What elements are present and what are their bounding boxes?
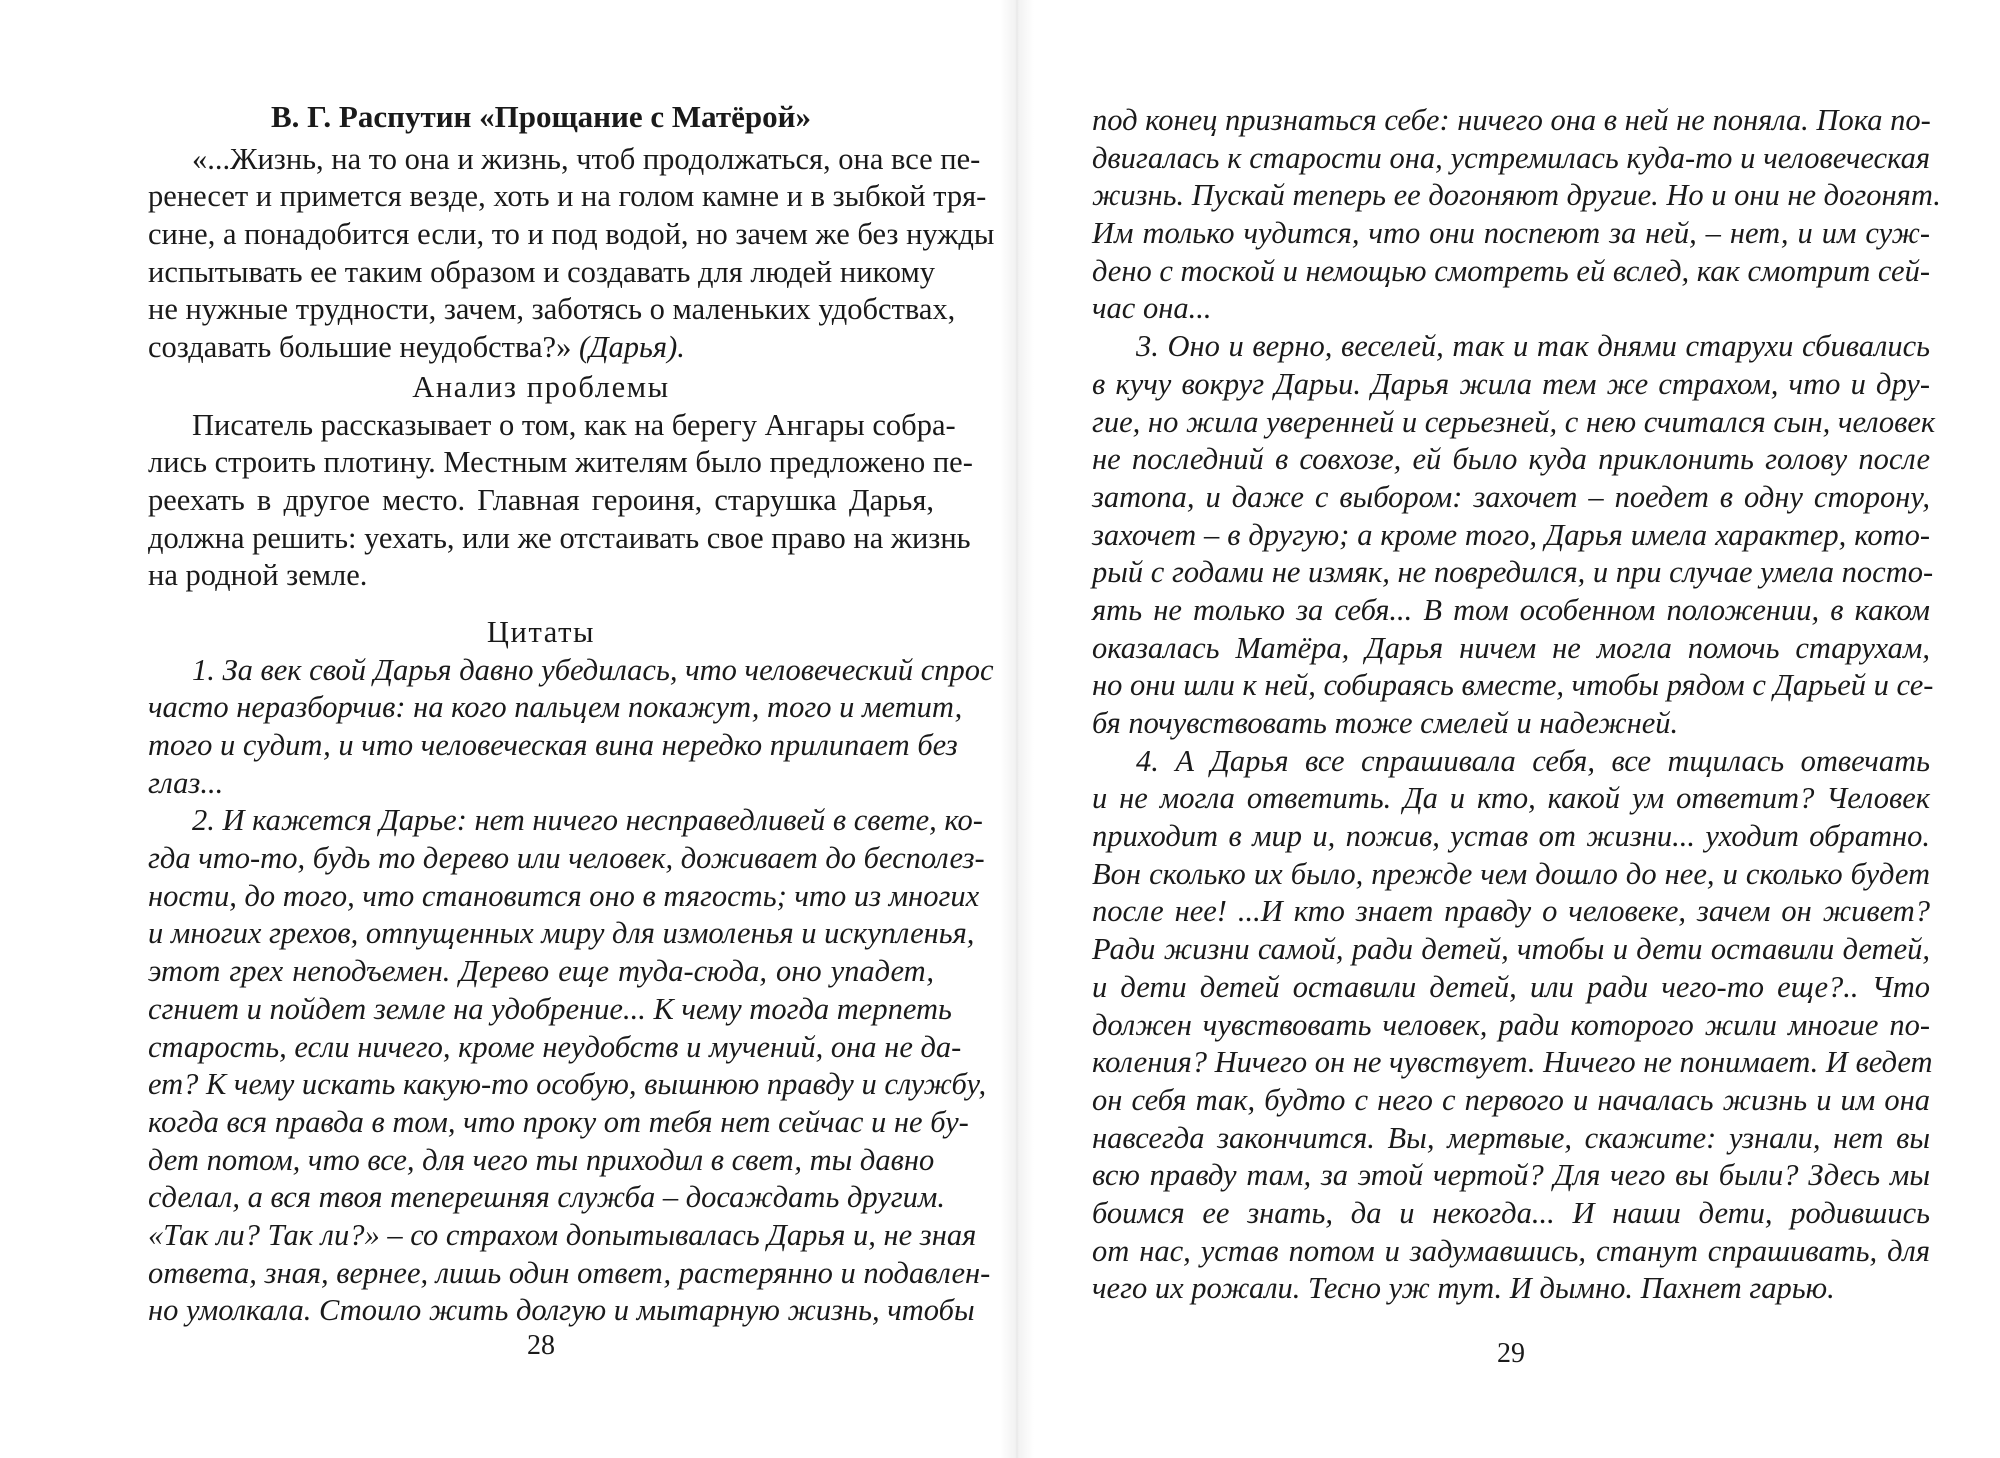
quote-line: под конец признаться себе: ничего она в ней не поняла. Пока по- — [1092, 103, 1931, 137]
quote-line: ности, до того, что становится оно в тягость; что из многих — [148, 878, 980, 913]
quote-line: сделал, а вся твоя теперешняя служба – досаждать другим. — [148, 1180, 946, 1215]
quote-line: захочет – в другую; а кроме того, Дарья имела характер, кото- — [1092, 517, 1930, 552]
quote-line: должен чувствовать человек, ради которого жили многие по- — [1092, 1007, 1930, 1042]
quote-line: «Так ли? Так ли?» – со страхом допытывалась Дарья и, не зная — [148, 1217, 977, 1252]
intro-last-line — [148, 329, 934, 367]
quote-line: когда вся правда в том, что проку от тебя нет сейчас и не бу- — [148, 1104, 969, 1139]
quote-line: оказалась Матёра, Дарья ничем не могла помочь старухам, — [1092, 630, 1930, 665]
intro-line: испытывать ее таким образом и создавать для людей никому — [148, 254, 936, 289]
quote-line: затопа, и даже с выбором: захочет – поедет в одну сторону, — [1092, 479, 1930, 514]
quote-line: приходит в мир и, пожив, устав от жизни... уходит обратно. — [1092, 819, 1930, 854]
quote-2 — [148, 802, 991, 1330]
quote-line: но они шли к ней, собираясь вместе, чтобы рядом с Дарьей и се- — [1092, 668, 1934, 703]
quote-3 — [1092, 328, 1936, 743]
intro-line: ренесет и примется везде, хоть и на голом камне и в зыбкой тря- — [148, 179, 987, 214]
quote-line: 2. И кажется Дарье: нет ничего несправедливей в свете, ко- — [192, 803, 983, 838]
quote-line: дено с тоской и немощью смотреть ей вслед, как смотрит сей- — [1092, 253, 1930, 288]
quote-line: сгниет и пойдет земле на удобрение... К чему тогда терпеть — [148, 991, 952, 1026]
intro-line: сине, а понадобится если, то и под водой, но зачем же без нужды — [148, 217, 995, 252]
quote-line: Им только чудится, что они поспеют за ней, – нет, и им суж- — [1092, 216, 1930, 251]
quote-line: жизнь. Пускай теперь ее догоняют другие. Но и они не догонят. — [1092, 178, 1941, 213]
left-page — [148, 0, 995, 1458]
intro-line: не нужные трудности, зачем, заботясь о маленьких удобствах, — [148, 292, 956, 327]
intro-attribution: (Дарья). — [578, 330, 685, 365]
quote-line: бя почувствовать тоже смелей и надежней. — [1092, 706, 1679, 740]
quote-1 — [148, 652, 994, 803]
quote-line: двигалась к старости она, устремилась куда-то и человеческая — [1092, 140, 1930, 175]
quote-line: Ради жизни самой, ради детей, чтобы и дети оставили детей, — [1092, 932, 1930, 967]
quote-2-continued — [1092, 102, 1941, 328]
quote-line: коления? Ничего он не чувствует. Ничего не понимает. И ведет — [1092, 1045, 1933, 1080]
quote-line: этот грех неподъемен. Дерево еще туда-сюда, оно упадет, — [148, 954, 934, 989]
quote-line: глаз... — [148, 765, 224, 800]
quote-line: 3. Оно и верно, веселей, так и так днями старухи сбивались — [1136, 329, 1930, 364]
quote-line: в кучу вокруг Дарьи. Дарья жила тем же страхом, что и дру- — [1092, 366, 1930, 401]
analysis-line: должна решить: уехать, или же отстаивать свое право на жизнь — [148, 520, 971, 555]
analysis-line: реехать в другое место. Главная героиня, старушка Дарья, — [148, 482, 934, 517]
quote-line: старость, если ничего, кроме неудобств и мучений, она не да- — [148, 1029, 962, 1064]
quote-line: того и судит, и что человеческая вина нередко прилипает без — [148, 728, 958, 762]
quote-line: всю правду там, за этой чертой? Для чего вы были? Здесь мы — [1092, 1158, 1930, 1193]
quote-line: и дети детей оставили детей, или ради чего-то еще?.. Что — [1092, 969, 1930, 1004]
quote-line: после нее! ...И кто знает правду о человеке, зачем он живет? — [1092, 894, 1930, 929]
page-number-right: 29 — [1497, 1338, 1525, 1369]
quotes-heading: Цитаты — [486, 614, 596, 649]
quote-line: час она... — [1092, 291, 1212, 326]
quote-line: рый с годами не измяк, не повредился, и при случае умела посто- — [1092, 555, 1934, 590]
page-number-left: 28 — [527, 1330, 555, 1361]
quote-line: от нас, устав потом и задумавшись, станут спрашивать, для — [1092, 1233, 1930, 1268]
quote-line: не последний в совхозе, ей было куда приклонить голову после — [1092, 442, 1930, 477]
analysis-paragraph — [148, 407, 973, 595]
quote-line: и многих грехов, отпущенных миру для измоленья и искупленья, — [148, 916, 975, 951]
chapter-title: В. Г. Распутин «Прощание с Матёрой» — [271, 99, 811, 134]
intro-line: «...Жизнь, на то она и жизнь, чтоб продолжаться, она все пе- — [192, 141, 981, 176]
quote-line: ять не только за себя... В том особенном положении, в каком — [1092, 592, 1930, 627]
quote-line: дет потом, что все, для чего ты приходил в свет, ты давно — [148, 1142, 935, 1177]
analysis-heading: Анализ проблемы — [412, 369, 670, 404]
quote-line: Вон сколько их было, прежде чем дошло до нее, и сколько будет — [1092, 856, 1930, 891]
page-gutter — [1000, 0, 1034, 1458]
quote-line: ответа, зная, вернее, лишь один ответ, растерянно и подавлен- — [148, 1255, 991, 1290]
quote-line: гда что-то, будь то дерево или человек, доживает до бесполез- — [148, 841, 985, 876]
quote-line: ет? К чему искать какую-то особую, вышнюю правду и службу, — [148, 1067, 987, 1102]
quote-line: 4. А Дарья все спрашивала себя, все тщилась отвечать — [1136, 743, 1930, 778]
quote-4 — [1092, 743, 1933, 1308]
quote-line: но умолкала. Стоило жить долгую и мытарную жизнь, чтобы — [148, 1293, 975, 1328]
quote-line: 1. За век свой Дарья давно убедилась, что человеческий спрос — [192, 652, 994, 687]
quote-line: чего их рожали. Тесно уж тут. И дымно. Пахнет гарью. — [1092, 1271, 1835, 1306]
right-text — [1092, 102, 1941, 1308]
quote-line: часто неразборчив: на кого пальцем покажут, того и метит, — [148, 690, 963, 725]
quote-line: навсегда закончится. Вы, мертвые, скажите: узнали, нет вы — [1092, 1120, 1930, 1155]
intro-quote — [148, 141, 995, 367]
quote-line: и не могла ответить. Да и кто, какой ум ответит? Человек — [1092, 781, 1930, 816]
analysis-line: на родной земле. — [148, 558, 368, 593]
quote-line: гие, но жила уверенней и серьезней, с нею считался сын, человек — [1092, 404, 1936, 439]
analysis-line: лись строить плотину. Местным жителям было предложено пе- — [148, 445, 973, 480]
quote-line: он себя так, будто с него с первого и началась жизнь и им она — [1092, 1082, 1930, 1117]
right-page — [1092, 0, 1941, 1458]
intro-last-text: создавать большие неудобства?» — [148, 330, 579, 365]
quote-line: боимся ее знать, да и некогда... И наши дети, родившись — [1092, 1195, 1930, 1230]
analysis-line: Писатель рассказывает о том, как на берегу Ангары собра- — [192, 407, 956, 442]
